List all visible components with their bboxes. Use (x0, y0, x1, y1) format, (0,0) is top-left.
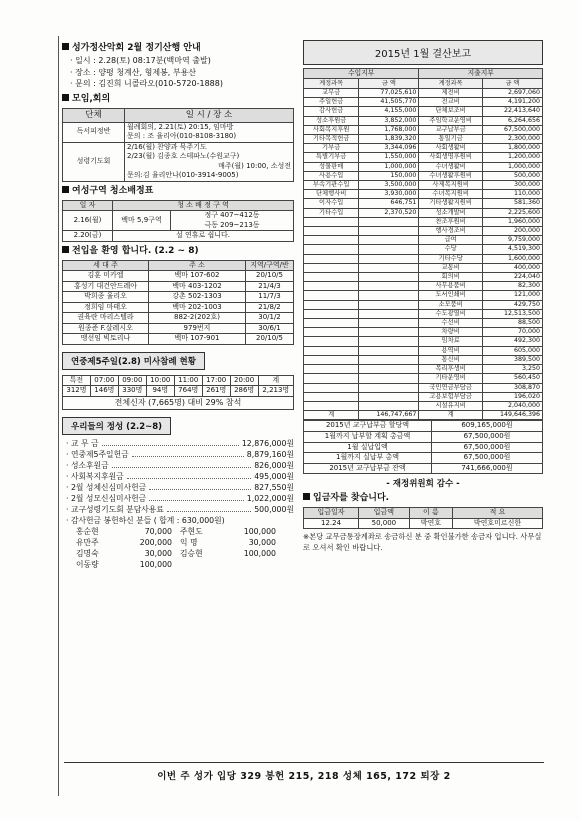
finance-row (304, 291, 543, 300)
table-row (63, 211, 294, 231)
table-row: 박희종 율리오 강촌 502-1303 11/7/3 (63, 292, 294, 303)
account-name: 교통비 (419, 263, 482, 272)
diocese-summary-table (303, 420, 543, 474)
meeting-line: 월례회의, 2.21(토) 20:15, 임마방 (127, 122, 234, 131)
finance-row (304, 337, 543, 346)
depositor-note: ※본당 교무금통장계좌로 송금하신 분 중 확인불가한 송금자 입니다. 사무실로 오셔서 확인 바랍니다. (303, 532, 542, 552)
account-name: 임차료 (419, 337, 482, 346)
meeting-line: 문의 : 조 율리아(010-8108-3180) (127, 132, 237, 140)
finance-row (304, 374, 543, 383)
finance-row (304, 199, 543, 208)
account-name: 기타수당 (419, 254, 482, 263)
section-title: 전입을 환영 합니다. (2.2 ~ 8) (72, 245, 199, 256)
group-name: 독서피정반 (63, 122, 125, 142)
amount: 1,600,000 (482, 254, 542, 263)
info-line: · 일시 : 2.28(토) 08:17분(백마역 출발) (70, 56, 211, 65)
finance-row (304, 319, 543, 328)
amount: 2,370,520 (359, 208, 419, 217)
account-name: 사제복지원비 (419, 181, 482, 190)
amount: 308,870 (482, 383, 542, 392)
account-name: 소모품비 (419, 300, 482, 309)
sub-area: 정구 407~412동 (204, 211, 260, 219)
amount: 200,000 (482, 227, 542, 236)
account-name: 성소후원금 (304, 116, 359, 125)
account-name: 특별기부금 (304, 153, 359, 162)
amount (359, 328, 419, 337)
meeting-line: 문의:김 율리안나(010-3914-9005) (127, 171, 239, 179)
account-name: 고용보험부담금 (419, 392, 482, 401)
info-line: · 장소 : 양평 청계산, 형제봉, 부용산 (70, 67, 197, 77)
table-row: 12.24 50,000 박연호 박연호미르신한 (304, 518, 543, 529)
amount: 150,000 (359, 171, 419, 180)
finance-row (304, 328, 543, 337)
account-name: 도서인쇄비 (419, 291, 482, 300)
table-row (63, 142, 294, 181)
amount: 4,519,300 (482, 245, 542, 254)
account-name: 차량비 (419, 328, 482, 337)
account-name: 수당 (419, 245, 482, 254)
account-name: 제전비 (419, 89, 482, 98)
table-row: 권육란 마리스텔라 882-2(202호) 30/1/2 (63, 313, 294, 324)
account-name: 기부금 (304, 144, 359, 153)
account-name: 국민연금부담금 (419, 383, 482, 392)
left-column (62, 40, 294, 570)
account-name (304, 365, 359, 374)
finance-row (304, 309, 543, 318)
amount (359, 319, 419, 328)
col-header: 지역/구역/반 (246, 260, 294, 271)
amount: 121,000 (482, 291, 542, 300)
square-bullet-icon (62, 186, 69, 193)
list-item: · 연중제5주일헌금 8,879,160원 (66, 449, 294, 459)
finance-row (304, 227, 543, 236)
amount: 1,550,000 (359, 153, 419, 162)
account-name: 사회생명후원비 (419, 153, 482, 162)
account-name: 교무금 (304, 89, 359, 98)
finance-row (304, 190, 543, 199)
finance-row (304, 355, 543, 364)
account-name: 교구납부금 (419, 125, 482, 134)
finance-row (304, 300, 543, 309)
account-name (304, 374, 359, 383)
account-name: 통일기금 (419, 135, 482, 144)
account-name (304, 346, 359, 355)
amount (359, 401, 419, 410)
finance-row (304, 162, 543, 171)
amount (359, 245, 419, 254)
offerings-title: 우리들의 정성 (2.2~8) (62, 417, 171, 435)
finance-row (304, 116, 543, 125)
col-header: 단체 (63, 108, 125, 122)
info-line: · 문의 : 김진희 니콜라오(010-5720-1888) (70, 79, 223, 88)
account-name (304, 401, 359, 410)
amount: 3,344,096 (359, 144, 419, 153)
section-title: 모임,회의 (72, 93, 111, 104)
amount (359, 227, 419, 236)
finance-row (304, 107, 543, 116)
finance-row (304, 383, 543, 392)
account-name (304, 309, 359, 318)
account-name (304, 355, 359, 364)
left-rule (58, 36, 59, 796)
sub-area: 극동 209~213동 (204, 220, 260, 229)
finance-row (304, 144, 543, 153)
amount: 429,750 (482, 300, 542, 309)
account-name: 사회생활비 (419, 144, 482, 153)
amount: 3,250 (482, 365, 542, 374)
amount: 400,000 (482, 263, 542, 272)
group-name: 성령기도회 (63, 142, 125, 181)
finance-row (304, 98, 543, 107)
account-name: 부속기관수입 (304, 181, 359, 190)
amount: 6,264,656 (482, 116, 542, 125)
col-header: 일 시 / 장 소 (125, 108, 294, 122)
section-title: 입금자를 찾습니다. (313, 493, 390, 504)
section-title: 성가정산악회 2월 정기산행 안내 (72, 43, 201, 53)
account-name: 단체보조비 (419, 107, 482, 116)
amount (359, 291, 419, 300)
finance-row (304, 282, 543, 291)
account-name: 수녀복지원비 (419, 190, 482, 199)
right-column (303, 40, 543, 553)
amount: 560,450 (482, 374, 542, 383)
amount: 1,800,000 (482, 144, 542, 153)
finance-row (304, 89, 543, 98)
newcomers-table (62, 260, 294, 345)
amount: 9,759,000 (482, 236, 542, 245)
finance-row (304, 217, 543, 226)
depositor-table: 입금일자 입금액 이 름 적 요 12.24 50,000 박연호 박연호미르신한 (303, 507, 543, 529)
table-row: 2015년 교구납부금 할당액 609,165,000원 (304, 421, 543, 432)
area-cell: 백마 5,9구역 (113, 211, 171, 231)
account-name (304, 300, 359, 309)
account-name (304, 263, 359, 272)
account-name: 성소개발비 (419, 208, 482, 217)
income-header: 수입지부 (304, 69, 419, 79)
account-name: 수선비 (419, 319, 482, 328)
amount: 224,040 (482, 273, 542, 282)
account-name: 기타운영비 (419, 374, 482, 383)
account-name (304, 383, 359, 392)
amount (359, 337, 419, 346)
amount: 2,225,600 (482, 208, 542, 217)
amount: 67,500,000 (482, 125, 542, 134)
amount (359, 392, 419, 401)
account-name: 수녀생활비 (419, 162, 482, 171)
finance-row (304, 273, 543, 282)
account-name (304, 227, 359, 236)
account-name (304, 245, 359, 254)
account-name: 단체행사비 (304, 190, 359, 199)
square-bullet-icon (62, 94, 69, 101)
list-item: · 교구성령기도회 분담사용료 500,000원 (66, 504, 294, 514)
account-name: 기타생활지원비 (419, 199, 482, 208)
section-cleaning (62, 185, 294, 198)
finance-row (304, 401, 543, 410)
table-row: 1월까지 납부할 계획 총금액 67,500,000원 (304, 431, 543, 442)
amount (359, 383, 419, 392)
amount: 41,505,770 (359, 98, 419, 107)
account-name (304, 328, 359, 337)
amount: 3,930,000 (359, 190, 419, 199)
total-row: 계 146,747,667 계 149,646,396 (304, 411, 543, 420)
account-name: 수녀생활후원비 (419, 171, 482, 180)
amount: 2,300,000 (482, 135, 542, 144)
list-item: · 2월 성체신심미사헌금 827,550원 (66, 482, 294, 492)
amount (359, 346, 419, 355)
amount (359, 254, 419, 263)
list-item: · 성소후원금 826,000원 (66, 460, 294, 470)
account-name: 급여 (419, 236, 482, 245)
col-header: 주 소 (149, 260, 246, 271)
account-name: 주일헌금 (304, 98, 359, 107)
account-name: 이자수입 (304, 199, 359, 208)
table-row: 1월까지 실납부 총액 67,500,000원 (304, 453, 543, 464)
account-name: 사회복지후원 (304, 125, 359, 134)
amount (359, 355, 419, 364)
meetings-table (62, 108, 294, 182)
finance-row (304, 392, 543, 401)
report-title: 2015년 1월 결산보고 (303, 40, 543, 65)
account-name (304, 236, 359, 245)
amount: 2,040,000 (482, 401, 542, 410)
amount: 605,000 (482, 346, 542, 355)
account-name (304, 337, 359, 346)
amount: 1,960,000 (482, 217, 542, 226)
col-header: 청 소 배 정 구 역 (113, 200, 294, 211)
mass-attendance-table: 특전 07:00 09:00 10:00 11:00 17:00 20:00 계 312명 146명 330명 94명 764명 261명 286명 2,213명 전체신자 (7,665명) 대비 29% 참석 (62, 375, 294, 410)
amount: 1,839,320 (359, 135, 419, 144)
finance-table: 수입지부 지출지부 계정과목 금 액 계정과목 금 액 교무금 77,025,610 제전비 2,697,060 주일헌금 41,505,770 전교비 4,191,200 감사헌금 4,155,000 단체보조비 22,413,640 성소후원금 3,852,000 주임학교운영비 6,264,656 사회복지후원 1,768,000 교구납부금 67,500,000 기타목적헌금 1,839,320 통일기금 2,300,000 기부금 3,344,096 사회생활비 1,800,000 특별기부금 1,550,000 사회생명후원비 1,200,000 성물판매 1,000,000 수녀생활비 1,000,000 사용수입 150,000 수녀생활후원비 500,000 부속기관수입 3,500,000 사제복지원비 300,000 단체행사비 3,930,000 수녀복지원비 110,000 이자수입 646,751 기타생활지원비 581,360 기타수입 2,370,520 성소개발비 2,225,600 찬조후원비 1,960,000 행사경조비 200,000 급여 9,759,000 수당 4,519,300 기타수당 1,600,000 교통비 400,000 회의비 224,040 사무용품비 82,300 도서인쇄비 121,000 소모품비 429,750 수도광열비 12,513,500 수선비 88,500 차량비 70,000 임차료 492,300 용역비 605,000 통신비 389,500 복리후생비 3,250 기타운영비 560,450 국민연금부담금 308,870 고용보험부담금 196,020 시설유지비 2,040,000 계 146,747,667 계 149,646,396 (303, 68, 543, 420)
note-cell: 설 연휴로 쉽니다. (113, 231, 294, 242)
table-row (63, 231, 294, 242)
finance-row (304, 171, 543, 180)
account-name: 시설유지비 (419, 401, 482, 410)
meeting-line: 매주(월) 10:00, 소성전 (218, 161, 291, 170)
amount: 22,413,640 (482, 107, 542, 116)
committee-note: - 재정위원회 감수 - (386, 479, 460, 490)
amount (359, 273, 419, 282)
finance-row (304, 181, 543, 190)
table-row: 홍성기 대건안드레아 백마 403-1202 21/4/3 (63, 281, 294, 292)
account-name (304, 282, 359, 291)
amount: 492,300 (482, 337, 542, 346)
finance-row (304, 254, 543, 263)
account-name: 사무용품비 (419, 282, 482, 291)
account-name (304, 319, 359, 328)
amount: 500,000 (482, 171, 542, 180)
section-newcomers (62, 245, 294, 258)
amount: 1,000,000 (482, 162, 542, 171)
offerings-list (62, 438, 294, 526)
account-name (304, 291, 359, 300)
list-item: · 사회복지후원금 495,000원 (66, 471, 294, 481)
amount: 3,852,000 (359, 116, 419, 125)
account-name: 용역비 (419, 346, 482, 355)
amount: 12,513,500 (482, 309, 542, 318)
amount: 1,000,000 (359, 162, 419, 171)
meeting-line: 2/16(월) 찬양과 묵주기도 (127, 142, 207, 151)
finance-row (304, 208, 543, 217)
amount: 3,500,000 (359, 181, 419, 190)
square-bullet-icon (62, 246, 69, 253)
amount (359, 217, 419, 226)
account-name (304, 254, 359, 263)
section-depositor (303, 492, 543, 505)
amount: 70,000 (482, 328, 542, 337)
account-name (304, 217, 359, 226)
amount: 1,200,000 (482, 153, 542, 162)
account-name: 수도광열비 (419, 309, 482, 318)
amount: 1,768,000 (359, 125, 419, 134)
account-name: 통신비 (419, 355, 482, 364)
col-header: 세 대 주 (63, 260, 149, 271)
amount (359, 282, 419, 291)
col-header: 일 자 (63, 200, 113, 211)
table-row: 정희임 마태오 백마 202-1003 21/8/2 (63, 302, 294, 313)
square-bullet-icon (303, 493, 310, 500)
table-row: 맹선임 빅토리나 백마 107-901 20/10/5 (63, 334, 294, 345)
finance-row (304, 153, 543, 162)
finance-row (304, 346, 543, 355)
amount: 110,000 (482, 190, 542, 199)
account-name (304, 273, 359, 282)
date-cell: 2.20(금) (63, 231, 113, 242)
attendance-note: 전체신자 (7,665명) 대비 29% 참석 (63, 396, 294, 409)
account-name: 감사헌금 (304, 107, 359, 116)
section-meetings (62, 93, 294, 106)
section-hiking (62, 42, 294, 55)
account-name: 전교비 (419, 98, 482, 107)
account-name: 성물판매 (304, 162, 359, 171)
list-item: · 2월 성모신심미사헌금 1,022,000원 (66, 493, 294, 503)
account-name: 기타목적헌금 (304, 135, 359, 144)
finance-row (304, 125, 543, 134)
amount (359, 263, 419, 272)
amount: 82,300 (482, 282, 542, 291)
amount (359, 300, 419, 309)
amount: 581,360 (482, 199, 542, 208)
amount (359, 309, 419, 318)
account-name: 복리후생비 (419, 365, 482, 374)
account-name: 찬조후원비 (419, 217, 482, 226)
table-row: 312명 146명 330명 94명 764명 261명 286명 2,213명 (63, 386, 294, 397)
amount: 646,751 (359, 199, 419, 208)
amount: 2,697,060 (482, 89, 542, 98)
square-bullet-icon (62, 43, 69, 50)
account-name: 행사경조비 (419, 227, 482, 236)
finance-row (304, 135, 543, 144)
account-name: 사용수입 (304, 171, 359, 180)
table-row: 2015년 교구납부금 잔액 741,666,000원 (304, 463, 543, 474)
account-name: 회의비 (419, 273, 482, 282)
amount (359, 365, 419, 374)
table-row: 김훈 미카엘 백마 107-602 20/10/5 (63, 271, 294, 282)
expense-header: 지출지부 (419, 69, 543, 79)
donor-names: 홍순현 70,000 주현도 100,000 유만주 200,000 익 명 30,000 김명숙 30,000 김승현 100,000 이동량 100,000 (76, 526, 276, 569)
account-name: 기타수입 (304, 208, 359, 217)
finance-row (304, 236, 543, 245)
finance-row (304, 245, 543, 254)
amount: 4,155,000 (359, 107, 419, 116)
date-cell: 2.16(월) (63, 211, 113, 231)
table-row (63, 122, 294, 142)
amount (359, 236, 419, 245)
amount: 300,000 (482, 181, 542, 190)
amount: 389,500 (482, 355, 542, 364)
finance-row (304, 263, 543, 272)
hymn-footer: 이번 주 성가 입당 329 봉헌 215, 218 성체 165, 172 퇴장 2 (64, 762, 544, 782)
account-name: 주임학교운영비 (419, 116, 482, 125)
amount: 196,020 (482, 392, 542, 401)
amount: 88,500 (482, 319, 542, 328)
section-title: 여성구역 청소배정표 (72, 185, 154, 196)
list-item: · 교 무 금 12,876,000원 (66, 438, 294, 448)
finance-row (304, 365, 543, 374)
cleaning-table (62, 200, 294, 242)
amount: 4,191,200 (482, 98, 542, 107)
meeting-line: 2/23(월) 김종호 스테파노(수원교구) (127, 152, 240, 160)
mass-attendance-title: 연중제5주일(2.8) 미사참례 현황 (62, 352, 205, 370)
thanks-line: · 감사헌금 봉헌하신 분들 ( 합계 : 630,000원) (66, 515, 225, 525)
account-name (304, 392, 359, 401)
amount: 77,025,610 (359, 89, 419, 98)
table-row: 원종준 F.살레시오 979번지 30/6/1 (63, 323, 294, 334)
amount (359, 374, 419, 383)
table-row: 1월 실납입액 67,500,000원 (304, 442, 543, 453)
